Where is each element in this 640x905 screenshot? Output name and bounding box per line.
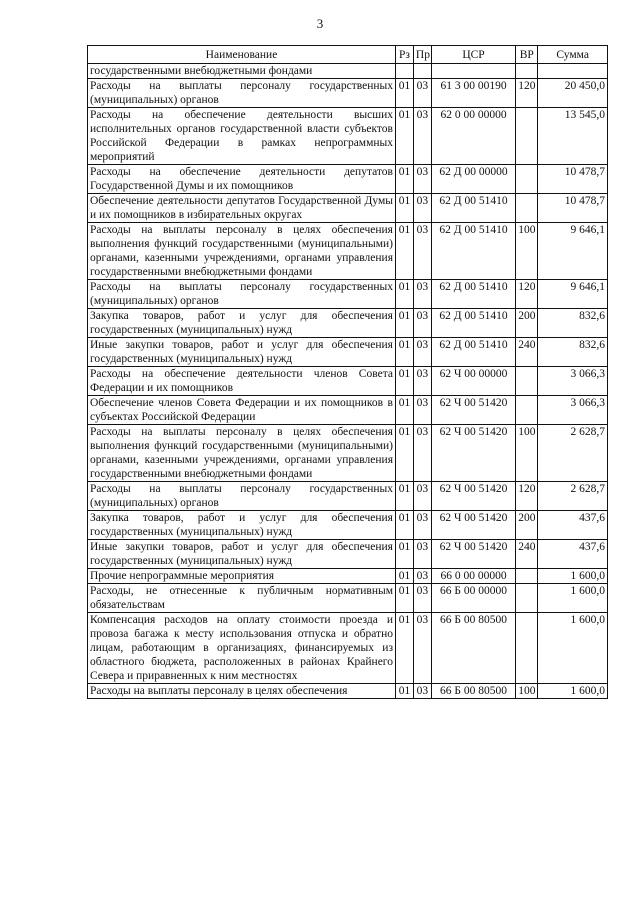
row-name-cell: Обеспечение деятельности депутатов Государственной Думы и их помощников в избирательных округах: [88, 194, 396, 223]
row-rz-cell: 01: [395, 108, 413, 165]
row-csr-cell: 62 Ч 00 51420: [431, 482, 515, 511]
row-sum-cell: 10 478,7: [538, 165, 608, 194]
table-row: [88, 280, 608, 309]
table-row: [88, 79, 608, 108]
row-vr-cell: [516, 64, 538, 79]
row-csr-cell: 66 Б 00 80500: [431, 684, 515, 699]
row-pr-cell: 03: [413, 569, 431, 584]
row-vr-cell: 240: [516, 338, 538, 367]
row-name-cell: Расходы на обеспечение деятельности членов Совета Федерации и их помощников: [88, 367, 396, 396]
row-csr-cell: 62 Ч 00 51420: [431, 425, 515, 482]
page-number: 3: [316, 16, 324, 31]
row-vr-cell: 100: [516, 425, 538, 482]
header-name: Наименование: [88, 46, 396, 64]
row-name-cell: Закупка товаров, работ и услуг для обеспечения государственных (муниципальных) нужд: [88, 511, 396, 540]
row-name-cell: Расходы на обеспечение деятельности депутатов Государственной Думы и их помощников: [88, 165, 396, 194]
row-rz-cell: 01: [395, 584, 413, 613]
row-sum-cell: 2 628,7: [538, 425, 608, 482]
row-name-cell: Иные закупки товаров, работ и услуг для обеспечения государственных (муниципальных) нужд: [88, 338, 396, 367]
row-sum-cell: 437,6: [538, 540, 608, 569]
row-csr-cell: [431, 64, 515, 79]
budget-table: [87, 45, 608, 699]
row-sum-cell: 1 600,0: [538, 584, 608, 613]
row-vr-cell: 200: [516, 511, 538, 540]
row-sum-cell: 832,6: [538, 338, 608, 367]
row-csr-cell: 62 Д 00 51410: [431, 309, 515, 338]
table-row: [88, 684, 608, 699]
header-rz: Рз: [395, 46, 413, 64]
row-name-cell: Обеспечение членов Совета Федерации и их помощников в субъектах Российской Федерации: [88, 396, 396, 425]
table-row: [88, 108, 608, 165]
row-name-cell: Расходы на выплаты персоналу государственных (муниципальных) органов: [88, 280, 396, 309]
row-sum-cell: 832,6: [538, 309, 608, 338]
row-vr-cell: 100: [516, 684, 538, 699]
row-vr-cell: 120: [516, 280, 538, 309]
header-vr: ВР: [516, 46, 538, 64]
row-rz-cell: 01: [395, 482, 413, 511]
row-rz-cell: 01: [395, 569, 413, 584]
row-pr-cell: 03: [413, 511, 431, 540]
row-pr-cell: 03: [413, 338, 431, 367]
row-pr-cell: 03: [413, 194, 431, 223]
table-row: [88, 511, 608, 540]
table-row: [88, 309, 608, 338]
row-rz-cell: [395, 64, 413, 79]
row-sum-cell: [538, 64, 608, 79]
row-csr-cell: 62 Ч 00 51420: [431, 396, 515, 425]
row-pr-cell: 03: [413, 425, 431, 482]
table-row: [88, 569, 608, 584]
row-vr-cell: [516, 613, 538, 684]
header-pr: Пр: [413, 46, 431, 64]
table-row: [88, 194, 608, 223]
row-csr-cell: 62 Д 00 51410: [431, 338, 515, 367]
row-vr-cell: 100: [516, 223, 538, 280]
row-vr-cell: 120: [516, 79, 538, 108]
row-sum-cell: 2 628,7: [538, 482, 608, 511]
table-row: [88, 64, 608, 79]
row-csr-cell: 61 3 00 00190: [431, 79, 515, 108]
row-vr-cell: [516, 194, 538, 223]
row-rz-cell: 01: [395, 309, 413, 338]
table-row: [88, 223, 608, 280]
row-sum-cell: 437,6: [538, 511, 608, 540]
row-name-cell: Расходы на выплаты персоналу в целях обеспечения: [88, 684, 396, 699]
row-rz-cell: 01: [395, 79, 413, 108]
row-rz-cell: 01: [395, 511, 413, 540]
table-row: [88, 482, 608, 511]
row-pr-cell: 03: [413, 482, 431, 511]
row-vr-cell: [516, 165, 538, 194]
row-pr-cell: 03: [413, 309, 431, 338]
table-row: [88, 338, 608, 367]
row-vr-cell: [516, 108, 538, 165]
row-rz-cell: 01: [395, 613, 413, 684]
row-name-cell: Прочие непрограммные мероприятия: [88, 569, 396, 584]
row-csr-cell: 62 Д 00 51410: [431, 280, 515, 309]
row-csr-cell: 66 Б 00 80500: [431, 613, 515, 684]
row-rz-cell: 01: [395, 223, 413, 280]
row-sum-cell: 20 450,0: [538, 79, 608, 108]
row-pr-cell: 03: [413, 108, 431, 165]
row-sum-cell: 10 478,7: [538, 194, 608, 223]
row-csr-cell: 62 Д 00 51410: [431, 194, 515, 223]
row-csr-cell: 62 0 00 00000: [431, 108, 515, 165]
row-name-cell: Закупка товаров, работ и услуг для обеспечения государственных (муниципальных) нужд: [88, 309, 396, 338]
row-rz-cell: 01: [395, 194, 413, 223]
row-rz-cell: 01: [395, 684, 413, 699]
row-pr-cell: 03: [413, 280, 431, 309]
row-sum-cell: 3 066,3: [538, 367, 608, 396]
row-sum-cell: 1 600,0: [538, 613, 608, 684]
row-rz-cell: 01: [395, 338, 413, 367]
row-sum-cell: 3 066,3: [538, 396, 608, 425]
row-sum-cell: 1 600,0: [538, 569, 608, 584]
row-pr-cell: 03: [413, 223, 431, 280]
table-header-row: [88, 46, 608, 64]
row-name-cell: Компенсация расходов на оплату стоимости проезда и провоза багажа к месту использования отпуска и обратно лицам, работающим в организациях, финансируемых из областного бюджета, расположенных в районах Крайнего Севера и приравненных к ним местностях: [88, 613, 396, 684]
table-row: [88, 613, 608, 684]
row-vr-cell: 120: [516, 482, 538, 511]
row-name-cell: Расходы на выплаты персоналу государственных (муниципальных) органов: [88, 482, 396, 511]
table-row: [88, 367, 608, 396]
row-sum-cell: 9 646,1: [538, 280, 608, 309]
row-vr-cell: [516, 584, 538, 613]
row-name-cell: Иные закупки товаров, работ и услуг для обеспечения государственных (муниципальных) нужд: [88, 540, 396, 569]
table-row: [88, 165, 608, 194]
header-csr: ЦСР: [431, 46, 515, 64]
row-pr-cell: 03: [413, 584, 431, 613]
table-row: [88, 425, 608, 482]
table-row: [88, 584, 608, 613]
row-vr-cell: [516, 396, 538, 425]
row-pr-cell: 03: [413, 367, 431, 396]
header-sum: Сумма: [538, 46, 608, 64]
table-row: [88, 540, 608, 569]
row-rz-cell: 01: [395, 425, 413, 482]
row-name-cell: Расходы на выплаты персоналу в целях обеспечения выполнения функций государственными (муниципальными) органами, казенными учреждениями, органами управления государственными внебюджетными фондами: [88, 425, 396, 482]
row-sum-cell: 9 646,1: [538, 223, 608, 280]
row-rz-cell: 01: [395, 540, 413, 569]
row-sum-cell: 13 545,0: [538, 108, 608, 165]
row-csr-cell: 62 Д 00 51410: [431, 223, 515, 280]
row-name-cell: Расходы на обеспечение деятельности высших исполнительных органов государственной власти субъектов Российской Федерации в рамках непрограммных мероприятий: [88, 108, 396, 165]
table-row: [88, 396, 608, 425]
row-vr-cell: [516, 569, 538, 584]
row-csr-cell: 62 Ч 00 51420: [431, 511, 515, 540]
row-pr-cell: [413, 64, 431, 79]
row-csr-cell: 62 Ч 00 00000: [431, 367, 515, 396]
row-rz-cell: 01: [395, 165, 413, 194]
row-sum-cell: 1 600,0: [538, 684, 608, 699]
row-csr-cell: 66 Б 00 00000: [431, 584, 515, 613]
row-pr-cell: 03: [413, 79, 431, 108]
row-vr-cell: 240: [516, 540, 538, 569]
row-csr-cell: 62 Ч 00 51420: [431, 540, 515, 569]
row-name-cell: Расходы на выплаты персоналу в целях обеспечения выполнения функций государственными (муниципальными) органами, казенными учреждениями, органами управления государственными внебюджетными фондами: [88, 223, 396, 280]
row-vr-cell: [516, 367, 538, 396]
row-csr-cell: 66 0 00 00000: [431, 569, 515, 584]
row-pr-cell: 03: [413, 165, 431, 194]
row-csr-cell: 62 Д 00 00000: [431, 165, 515, 194]
row-name-cell: государственными внебюджетными фондами: [88, 64, 396, 79]
row-pr-cell: 03: [413, 613, 431, 684]
row-pr-cell: 03: [413, 396, 431, 425]
row-vr-cell: 200: [516, 309, 538, 338]
row-name-cell: Расходы на выплаты персоналу государственных (муниципальных) органов: [88, 79, 396, 108]
row-name-cell: Расходы, не отнесенные к публичным нормативным обязательствам: [88, 584, 396, 613]
row-rz-cell: 01: [395, 367, 413, 396]
row-rz-cell: 01: [395, 280, 413, 309]
row-rz-cell: 01: [395, 396, 413, 425]
row-pr-cell: 03: [413, 540, 431, 569]
row-pr-cell: 03: [413, 684, 431, 699]
